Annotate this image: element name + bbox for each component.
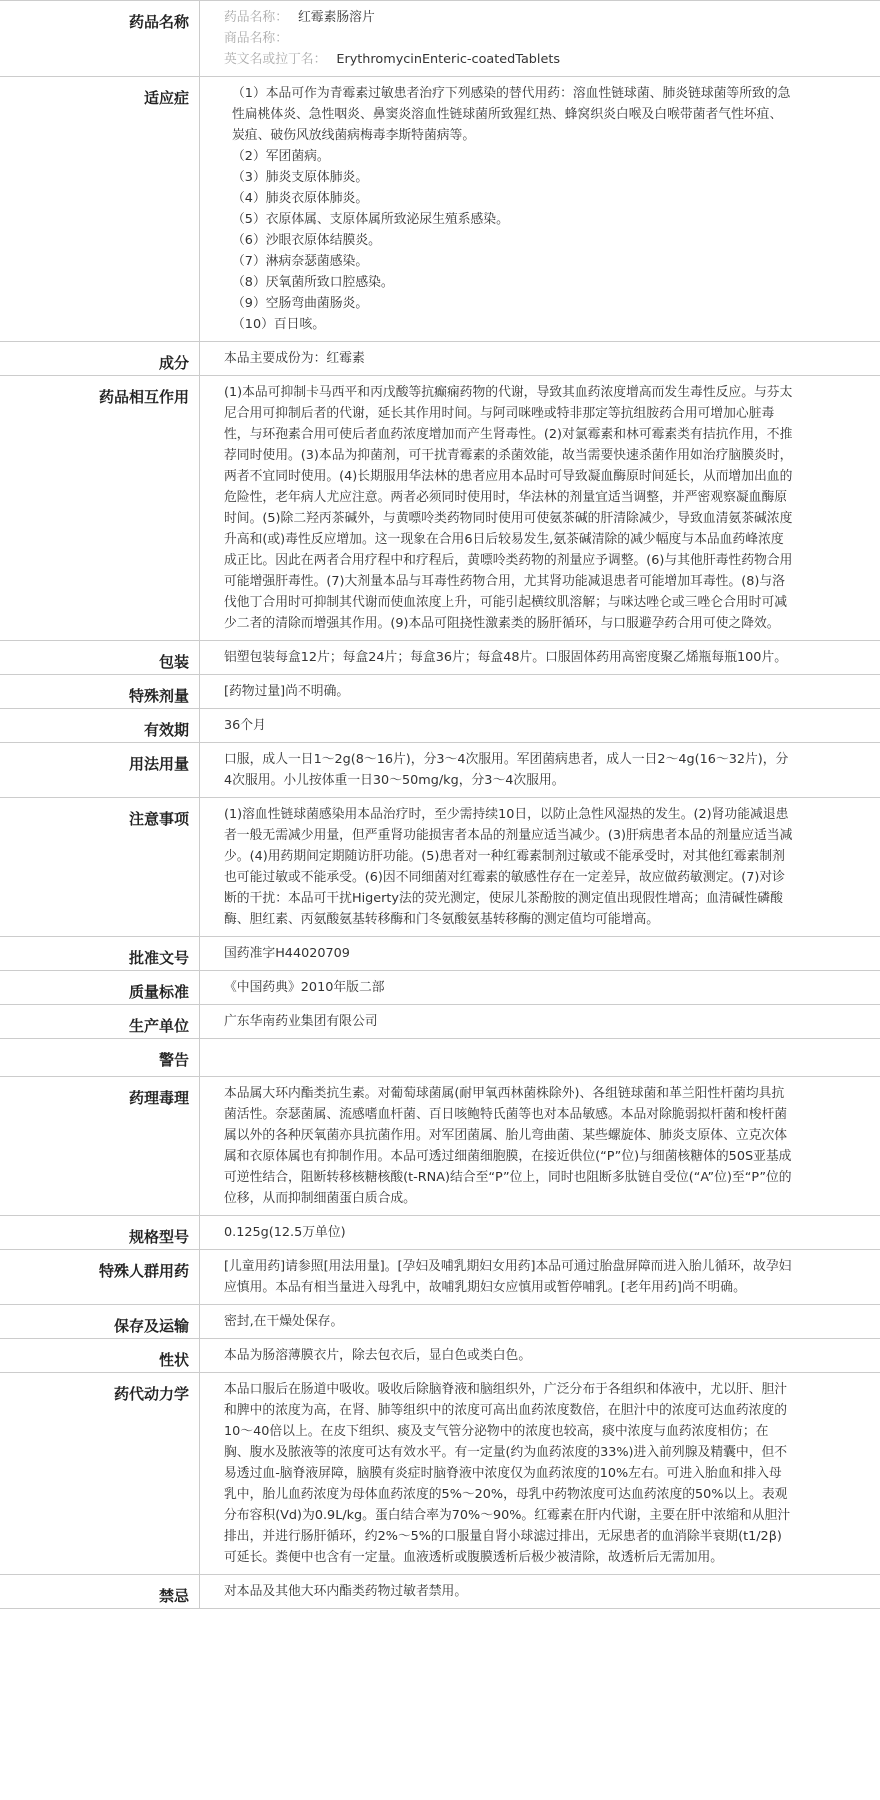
value-contraindications: 对本品及其他大环内酯类药物过敏者禁用。 (224, 1584, 468, 1599)
value-precautions: (1)溶血性链球菌感染用本品治疗时，至少需持续10日，以防止急性风湿热的发生。(2)肾功能减退患者一般无需减少用量，但严重肾功能损害者本品的剂量应适当减少。(3)肝病患者本品的剂量应适当减少。(4)用药期间定期随访肝功能。(5)患者对一种红霉素制剂过敏或不能承受时，对其他红霉素制剂也可能过敏或不能承受。(6)因不同细菌对红霉素的敏感性存在一定差异，故应做药敏测定。(7)对诊断的干扰：本品可干扰Higerty法的荧光测定，使尿儿茶酚胺的测定值出现假性增高；血清碱性磷酸酶、胆红素、丙氨酸氨基转移酶和门冬氨酸氨基转移酶的测定值均可能增高。 (224, 807, 793, 927)
label-special-population: 特殊人群用药 (0, 1250, 200, 1304)
value-character: 本品为肠溶薄膜衣片，除去包衣后，显白色或类白色。 (224, 1348, 532, 1363)
label-storage: 保存及运输 (0, 1305, 200, 1338)
row-ingredients (0, 342, 880, 376)
indication-item: （5）衣原体属、支原体属所致泌尿生殖系感染。 (232, 212, 509, 227)
generic-name-line (224, 7, 794, 28)
value-validity: 36个月 (224, 718, 266, 733)
indication-item: （7）淋病奈瑟菌感染。 (232, 254, 369, 269)
row-warning (0, 1039, 880, 1077)
row-interactions (0, 376, 880, 641)
generic-name-key: 药品名称： (224, 10, 288, 25)
row-manufacturer (0, 1005, 880, 1039)
label-manufacturer: 生产单位 (0, 1005, 200, 1038)
label-pharmacology: 药理毒理 (0, 1077, 200, 1215)
label-standard: 质量标准 (0, 971, 200, 1004)
value-drug-name (200, 1, 880, 76)
row-drug-name (0, 1, 880, 77)
generic-name-value: 红霉素肠溶片 (297, 10, 375, 25)
row-contraindications (0, 1575, 880, 1609)
row-indications (0, 77, 880, 342)
value-indications (200, 77, 880, 341)
label-contraindications: 禁忌 (0, 1575, 200, 1608)
value-manufacturer: 广东华南药业集团有限公司 (224, 1014, 378, 1029)
label-pharmacokinetics: 药代动力学 (0, 1373, 200, 1574)
value-approval: 国药准字H44020709 (224, 946, 350, 961)
value-usage: 口服，成人一日1～2g(8～16片)，分3～4次服用。军团菌病患者，成人一日2～4g(16～32片)，分4次服用。小儿按体重一日30～50mg/kg，分3～4次服用。 (224, 752, 789, 788)
label-specification: 规格型号 (0, 1216, 200, 1249)
label-drug-name: 药品名称 (0, 1, 200, 76)
row-special-dosage (0, 675, 880, 709)
english-name-value: ErythromycinEnteric-coatedTablets (336, 52, 561, 67)
value-interactions: (1)本品可抑制卡马西平和丙戊酸等抗癫痫药物的代谢，导致其血药浓度增高而发生毒性反应。与芬太尼合用可抑制后者的代谢，延长其作用时间。与阿司咪唑或特非那定等抗组胺药合用可增加心脏毒性，与环孢素合用可使后者血药浓度增加而产生肾毒性。(2)对氯霉素和林可霉素类有拮抗作用，不推荐同时使用。(3)本品为抑菌剂，可干扰青霉素的杀菌效能，故当需要快速杀菌作用如治疗脑膜炎时，两者不宜同时使用。(4)长期服用华法林的患者应用本品时可导致凝血酶原时间延长，从而增加出血的危险性，老年病人尤应注意。两者必须同时使用时，华法林的剂量宜适当调整，并严密观察凝血酶原时间。(5)除二羟丙茶碱外，与黄嘌呤类药物同时使用可使氨茶碱的肝清除减少，导致血清氨茶碱浓度升高和(或)毒性反应增加。这一现象在合用6日后较易发生,氨茶碱清除的减少幅度与本品血药峰浓度成正比。因此在两者合用疗程中和疗程后，黄嘌呤类药物的剂量应予调整。(6)与其他肝毒性药物合用可能增强肝毒性。(7)大剂量本品与耳毒性药物合用，尤其肾功能减退患者可能增加耳毒性。(8)与洛伐他丁合用时可抑制其代谢而使血浓度上升，可能引起横纹肌溶解；与咪达唑仑或三唑仑合用时可减少二者的清除而增强其作用。(9)本品可阻挠性激素类的肠肝循环，与口服避孕药合用可使之降效。 (224, 385, 793, 631)
row-validity (0, 709, 880, 743)
row-character (0, 1339, 880, 1373)
value-ingredients: 本品主要成份为：红霉素 (224, 351, 365, 366)
label-special-dosage: 特殊剂量 (0, 675, 200, 708)
label-packaging: 包装 (0, 641, 200, 674)
row-special-population (0, 1250, 880, 1305)
indication-item: （10）百日咳。 (232, 317, 326, 332)
label-usage: 用法用量 (0, 743, 200, 797)
label-precautions: 注意事项 (0, 798, 200, 936)
label-validity: 有效期 (0, 709, 200, 742)
row-packaging (0, 641, 880, 675)
trade-name-key: 商品名称： (224, 31, 288, 46)
label-warning: 警告 (0, 1039, 200, 1076)
indication-item: （2）军团菌病。 (232, 149, 330, 164)
indication-item: （3）肺炎支原体肺炎。 (232, 170, 369, 185)
indication-item: （6）沙眼衣原体结膜炎。 (232, 233, 381, 248)
english-name-key: 英文名或拉丁名： (224, 52, 327, 67)
row-pharmacology (0, 1077, 880, 1216)
indication-item: （8）厌氧菌所致口腔感染。 (232, 275, 394, 290)
label-ingredients: 成分 (0, 342, 200, 375)
indication-item: （4）肺炎衣原体肺炎。 (232, 191, 369, 206)
indication-item: （1）本品可作为青霉素过敏患者治疗下列感染的替代用药：溶血性链球菌、肺炎链球菌等所致的急性扁桃体炎、急性咽炎、鼻窦炎溶血性链球菌所致猩红热、蜂窝织炎白喉及白喉带菌者气性坏疽、炭疽、破伤风放线菌病梅毒李斯特菌病等。 (232, 86, 791, 143)
indication-item: （9）空肠弯曲菌肠炎。 (232, 296, 369, 311)
value-pharmacology: 本品属大环内酯类抗生素。对葡萄球菌属(耐甲氧西林菌株除外)、各组链球菌和革兰阳性杆菌均具抗菌活性。奈瑟菌属、流感嗜血杆菌、百日咳鲍特氏菌等也对本品敏感。本品对除脆弱拟杆菌和梭杆菌属以外的各种厌氧菌亦具抗菌作用。对军团菌属、胎儿弯曲菌、某些螺旋体、肺炎支原体、立克次体属和衣原体属也有抑制作用。本品可透过细菌细胞膜，在接近供位(“P”位)与细菌核糖体的50S亚基成可逆性结合，阻断转移核糖核酸(t-RNA)结合至“P”位上，同时也阻断多肽链自受位(“A”位)至“P”位的位移，从而抑制细菌蛋白质合成。 (224, 1086, 792, 1206)
english-name-line (224, 49, 794, 70)
label-approval: 批准文号 (0, 937, 200, 970)
row-specification (0, 1216, 880, 1250)
label-indications: 适应症 (0, 77, 200, 341)
value-standard: 《中国药典》2010年版二部 (224, 980, 385, 995)
row-usage (0, 743, 880, 798)
row-standard (0, 971, 880, 1005)
row-precautions (0, 798, 880, 937)
value-packaging: 铝塑包装每盒12片；每盒24片；每盒36片；每盒48片。口服固体药用高密度聚乙烯瓶每瓶100片。 (224, 650, 788, 665)
value-warning (200, 1039, 880, 1076)
value-specification: 0.125g(12.5万单位) (224, 1225, 346, 1240)
value-special-population: [儿童用药]请参照[用法用量]。[孕妇及哺乳期妇女用药]本品可通过胎盘屏障而进入胎儿循环，故孕妇应慎用。本品有相当量进入母乳中，故哺乳期妇女应慎用或暂停哺乳。[老年用药]尚不明确。 (224, 1259, 792, 1295)
label-interactions: 药品相互作用 (0, 376, 200, 640)
label-character: 性状 (0, 1339, 200, 1372)
row-storage (0, 1305, 880, 1339)
value-storage: 密封,在干燥处保存。 (224, 1314, 344, 1329)
value-pharmacokinetics: 本品口服后在肠道中吸收。吸收后除脑脊液和脑组织外，广泛分布于各组织和体液中，尤以肝、胆汁和脾中的浓度为高，在肾、肺等组织中的浓度可高出血药浓度数倍，在胆汁中的浓度可达血药浓度的10～40倍以上。在皮下组织、痰及支气管分泌物中的浓度也较高，痰中浓度与血药浓度相仿；在胸、腹水及脓液等的浓度可达有效水平。有一定量(约为血药浓度的33%)进入前列腺及精囊中，但不易透过血-脑脊液屏障，脑膜有炎症时脑脊液中浓度仅为血药浓度的10%左右。可进入胎血和排入母乳中，胎儿血药浓度为母体血药浓度的5%～20%，母乳中药物浓度可达血药浓度的50%以上。表观分布容积(Vd)为0.9L/kg。蛋白结合率为70%～90%。红霉素在肝内代谢，主要在肝中浓缩和从胆汁排出，并进行肠肝循环，约2%～5%的口服量自肾小球滤过排出，无尿患者的血消除半衰期(t1/2β)可延长。粪便中也含有一定量。血液透析或腹膜透析后极少被清除，故透析后无需加用。 (224, 1382, 791, 1565)
value-special-dosage: [药物过量]尚不明确。 (224, 684, 350, 699)
trade-name-line (224, 28, 794, 49)
row-pharmacokinetics (0, 1373, 880, 1575)
row-approval (0, 937, 880, 971)
